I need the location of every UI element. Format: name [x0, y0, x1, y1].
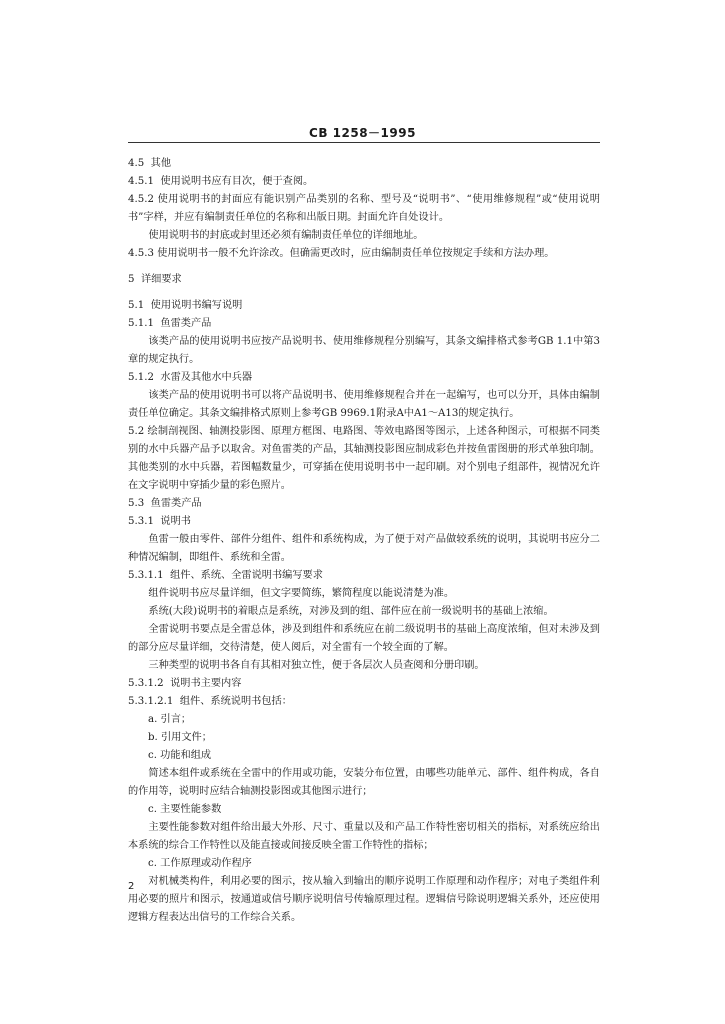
- clause-4-5-3: 4.5.3 使用说明书一般不允许涂改。但确需更改时，应由编制责任单位按规定手续和方法办理。: [128, 248, 555, 259]
- section-5-3-1-1-text-3: 全雷说明书要点是全雷总体，涉及到组件和系统应在前二级说明书的基础上高度浓缩，但对未涉及到的部分应尽量详细，交待清楚，使人阅后，对全雷有一个较全面的了解。: [128, 624, 600, 653]
- list-item-c-function: c. 功能和组成: [148, 750, 212, 761]
- section-5-2-text: 5.2 绘制剖视图、轴测投影图、原理方框图、电路图、等效电路图等图示，上述各种图示，可根据不同类别的水中兵器产品予以取舍。对鱼雷类的产品，其轴测投影图应制成彩色并按鱼雷图册的形式单独印制。其他类别的水中兵器，若图幅数量少，可穿插在使用说明书中一起印刷。对个别电子组部件，视情况允许在文字说明中穿插少量的彩色照片。: [128, 426, 600, 491]
- section-5-1-1-heading: 5.1.1 鱼雷类产品: [128, 318, 212, 329]
- list-item-c-principle-text: 对机械类构件，利用必要的图示，按从输入到输出的顺序说明工作原理和动作程序；对电子类组件利用必要的照片和图示，按通道或信号顺序说明信号传输原理过程。逻辑信号除说明逻辑关系外，还应使用逻辑方程表达出信号的工作综合关系。: [128, 876, 600, 923]
- section-4-5-heading: 4.5 其他: [128, 158, 172, 169]
- clause-4-5-1: 4.5.1 使用说明书应有目次，便于查阅。: [128, 176, 314, 187]
- section-5-1-heading: 5.1 使用说明书编写说明: [128, 300, 243, 311]
- section-5-3-1-heading: 5.3.1 说明书: [128, 516, 191, 527]
- standard-number: CB 1258－1995: [309, 126, 416, 140]
- list-item-c-performance: c. 主要性能参数: [148, 804, 222, 815]
- page-number: 2: [128, 881, 135, 892]
- section-5-heading: 5 详细要求: [128, 274, 182, 285]
- section-5-3-1-1-text-2: 系统(大段)说明书的着眼点是系统，对涉及到的组、部件应在前一级说明书的基础上浓缩。: [148, 606, 554, 617]
- section-5-1-1-text: 该类产品的使用说明书应按产品说明书、使用维修规程分别编写，其条文编排格式参考GB 1.1中第3章的规定执行。: [128, 336, 600, 365]
- section-5-3-1-1-heading: 5.3.1.1 组件、系统、全雷说明书编写要求: [128, 570, 323, 581]
- section-5-3-heading: 5.3 鱼雷类产品: [128, 498, 202, 509]
- section-5-3-1-1-text-4: 三种类型的说明书各自有其相对独立性，便于各层次人员查阅和分册印刷。: [148, 660, 485, 671]
- clause-4-5-2: 4.5.2 使用说明书的封面应有能识别产品类别的名称、型号及“说明书”、“使用维修规程”或“使用说明书”字样，并应有编制责任单位的名称和出版日期。封面允许自处设计。: [128, 194, 600, 223]
- list-item-c-performance-text: 主要性能参数对组件给出最大外形、尺寸、重量以及和产品工作特性密切相关的指标，对系统应给出本系统的综合工作特性以及能直接或间接反映全雷工作特性的指标；: [128, 822, 600, 851]
- section-5-1-2-text: 该类产品的使用说明书可以将产品说明书、使用维修规程合并在一起编写，也可以分开，具体由编制责任单位确定。其条文编排格式原则上参考GB 9969.1附录A中A1～A13的规定执行。: [128, 390, 600, 419]
- list-item-c-principle: c. 工作原理或动作程序: [148, 858, 252, 869]
- header-rule: [128, 142, 600, 143]
- list-item-c-function-text: 简述本组件或系统在全雷中的作用或功能，安装分布位置，由哪些功能单元、部件、组件构成，各自的作用等，说明时应结合轴测投影图或其他图示进行；: [128, 768, 600, 797]
- list-item-b: b. 引用文件；: [148, 732, 212, 743]
- section-5-3-1-text: 鱼雷一般由零件、部件分组件、组件和系统构成，为了便于对产品做较系统的说明，其说明书应分二种情况编制，即组件、系统和全雷。: [128, 534, 600, 563]
- section-5-1-2-heading: 5.1.2 水雷及其他水中兵器: [128, 372, 253, 383]
- document-body: [128, 155, 600, 927]
- section-5-3-1-2-1-heading: 5.3.1.2.1 组件、系统说明书包括：: [128, 696, 292, 707]
- clause-4-5-2-note: 使用说明书的封底或封里还必须有编制责任单位的详细地址。: [148, 230, 424, 241]
- section-5-3-1-1-text-1: 组件说明书应尽量详细，但文字要简练，繁简程度以能说清楚为准。: [148, 588, 455, 599]
- list-item-a: a. 引言；: [148, 714, 192, 725]
- section-5-3-1-2-heading: 5.3.1.2 说明书主要内容: [128, 678, 242, 689]
